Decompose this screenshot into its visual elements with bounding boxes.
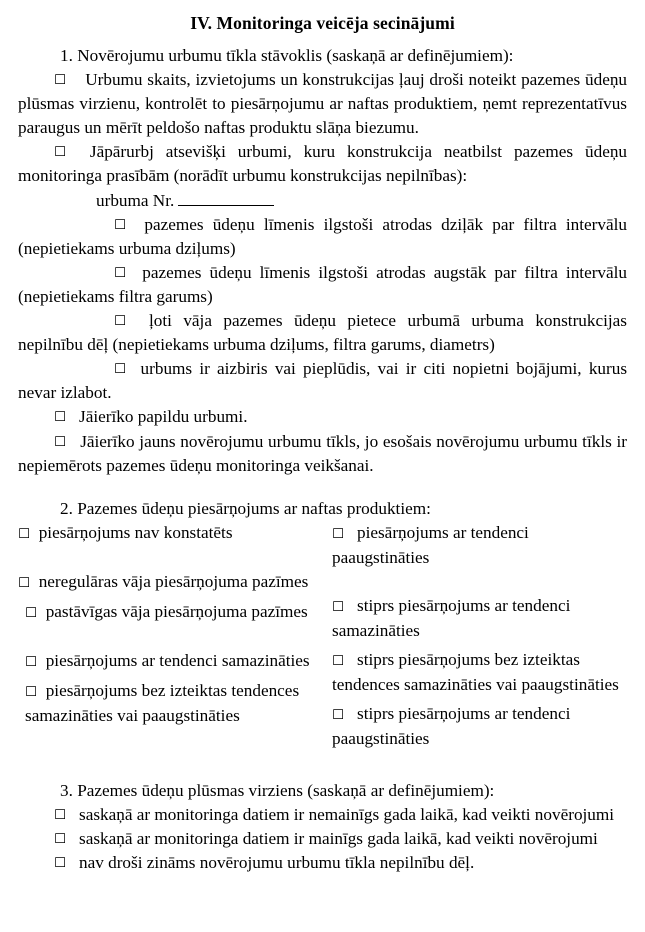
checkbox-icon[interactable]: ☐ <box>54 433 67 450</box>
section1-item-2[interactable] <box>18 405 627 429</box>
section1-subitem-1-label: pazemes ūdeņu līmenis ilgstoši atrodas augstāk par filtra intervālu (nepietiekams filtra garums) <box>18 262 628 306</box>
section2-heading: 2. Pazemes ūdeņu piesārņojums ar naftas produktiem: <box>60 498 431 518</box>
section2-right-item-2-label: stiprs piesārņojums bez izteiktas tendences samazināties vai paaugstināties <box>332 650 619 695</box>
section2-left-item-3[interactable] <box>18 649 325 674</box>
section2-right-item-2[interactable] <box>325 648 627 697</box>
section2-left-item-0[interactable] <box>18 521 325 546</box>
section3-heading: 3. Pazemes ūdeņu plūsmas virziens (saskaņā ar definējumiem): <box>60 780 495 800</box>
section2-left-item-4[interactable] <box>18 679 325 728</box>
section2-left-column <box>18 521 325 752</box>
section2-right-item-3-label: stiprs piesārņojums ar tendenci paaugstināties <box>332 704 571 749</box>
section1-heading: 1. Novērojumu urbumu tīkla stāvoklis (saskaņā ar definējumiem): <box>60 46 514 65</box>
well-number-label: urbuma Nr. <box>96 190 175 210</box>
section3-item-2[interactable] <box>18 851 627 875</box>
section2-left-item-1-label: neregulāras vāja piesārņojuma pazīmes <box>38 571 309 591</box>
section3-item-0[interactable] <box>18 803 627 827</box>
checkbox-icon[interactable]: ☐ <box>25 604 38 621</box>
well-number-row <box>18 189 627 213</box>
section1-subitem-0[interactable] <box>18 213 627 261</box>
checkbox-icon[interactable]: ☐ <box>54 830 67 847</box>
section2-right-item-0[interactable] <box>325 521 627 570</box>
section2-right-item-1[interactable] <box>325 594 627 643</box>
section2-columns <box>18 521 627 752</box>
section2-left-item-0-label: piesārņojums nav konstatēts <box>38 522 233 542</box>
section1-subitem-0-label: pazemes ūdeņu līmenis ilgstoši atrodas dziļāk par filtra intervālu (nepietiekams urbuma dziļums) <box>18 214 627 258</box>
section2-right-item-3[interactable] <box>325 702 627 751</box>
section2-left-item-3-label: piesārņojums ar tendenci samazināties <box>45 651 310 671</box>
section3-item-1-label: saskaņā ar monitoringa datiem ir mainīgs gada laikā, kad veikti novērojumi <box>79 828 598 848</box>
section1-item-1-label: Jāpārurbj atsevišķi urbumi, kuru konstrukcija neatbilst pazemes ūdeņu monitoringa prasībām (norādīt urbumu konstrukcijas nepilnības): <box>18 142 628 186</box>
section2-right-column <box>325 521 627 752</box>
page-title: IV. Monitoringa veicēja secinājumi <box>190 13 455 33</box>
checkbox-icon[interactable]: ☐ <box>25 654 38 671</box>
spacer <box>18 34 627 44</box>
section3-item-2-label: nav droši zināms novērojumu urbumu tīkla nepilnību dēļ. <box>79 852 475 872</box>
checkbox-icon[interactable]: ☐ <box>332 598 345 615</box>
section2-left-item-1[interactable] <box>18 570 325 595</box>
checkbox-icon[interactable]: ☐ <box>114 264 127 281</box>
checkbox-icon[interactable]: ☐ <box>332 707 345 724</box>
spacer <box>18 752 627 779</box>
checkbox-icon[interactable]: ☐ <box>114 361 127 378</box>
section1-subitem-2-label: ļoti vāja pazemes ūdeņu pietece urbumā urbuma konstrukcijas nepilnību dēļ (nepietiekams urbuma dziļums, filtra garums, diametrs) <box>18 311 627 355</box>
section2-right-item-1-label: stiprs piesārņojums ar tendenci samazināties <box>332 595 571 641</box>
section1-item-0-label: Urbumu skaits, izvietojums un konstrukcijas ļauj droši noteikt pazemes ūdeņu plūsmas virzienu, kontrolēt to piesārņojumu ar naftas produktiem, ņemt reprezentatīvus paraugus un mērīt peldošo naftas produktu slāņa biezumu. <box>18 70 628 138</box>
section1-subitem-3[interactable] <box>18 357 627 405</box>
section3-item-0-label: saskaņā ar monitoringa datiem ir nemainīgs gada laikā, kad veikti novērojumi <box>79 804 615 824</box>
spacer <box>18 478 627 497</box>
checkbox-icon[interactable]: ☐ <box>54 144 67 161</box>
checkbox-icon[interactable]: ☐ <box>54 409 67 426</box>
section1-subitem-2[interactable] <box>18 309 627 357</box>
well-number-input[interactable] <box>178 192 274 206</box>
section1-item-3[interactable] <box>18 430 627 478</box>
section2-left-item-2[interactable] <box>18 600 325 625</box>
section1-item-1[interactable] <box>18 140 627 188</box>
section1-subitem-1[interactable] <box>18 261 627 309</box>
section1-item-3-label: Jāierīko jauns novērojumu urbumu tīkls, jo esošais novērojumu urbumu tīkls ir nepiemērots pazemes ūdeņu monitoringa veikšanai. <box>18 431 627 475</box>
section2-left-item-2-label: pastāvīgas vāja piesārņojuma pazīmes <box>45 601 308 621</box>
checkbox-icon[interactable]: ☐ <box>25 684 38 701</box>
spacer <box>18 546 325 570</box>
checkbox-icon[interactable]: ☐ <box>18 525 31 542</box>
checkbox-icon[interactable]: ☐ <box>54 72 67 89</box>
spacer <box>18 625 325 649</box>
checkbox-icon[interactable]: ☐ <box>114 216 127 233</box>
checkbox-icon[interactable]: ☐ <box>54 806 67 823</box>
section3-item-1[interactable] <box>18 827 627 851</box>
section2-left-item-4-label: piesārņojums bez izteiktas tendences samazināties vai paaugstināties <box>25 681 300 726</box>
checkbox-icon[interactable]: ☐ <box>54 854 67 871</box>
checkbox-icon[interactable]: ☐ <box>114 313 127 330</box>
checkbox-icon[interactable]: ☐ <box>18 574 31 591</box>
checkbox-icon[interactable]: ☐ <box>332 525 345 542</box>
checkbox-icon[interactable]: ☐ <box>332 653 345 670</box>
section1-item-0[interactable] <box>18 68 627 140</box>
section2-right-item-0-label: piesārņojums ar tendenci paaugstināties <box>332 522 529 567</box>
section1-item-2-label: Jāierīko papildu urbumi. <box>79 407 248 427</box>
section1-subitem-3-label: urbums ir aizbiris vai pieplūdis, vai ir citi nopietni bojājumi, kurus nevar izlabot. <box>18 359 628 403</box>
spacer <box>325 570 627 594</box>
